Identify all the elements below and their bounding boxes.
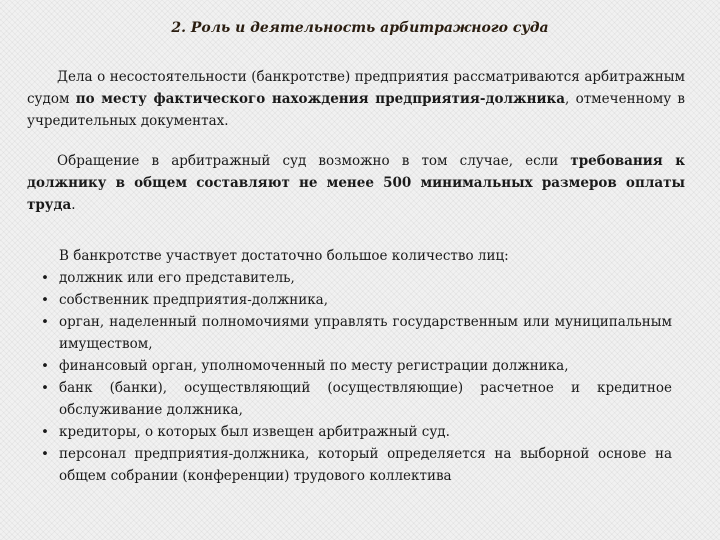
list-item-text: орган, наделенный полномочиями управлять государственным или муниципальным имуществом, bbox=[59, 314, 672, 352]
participants-intro: В банкротстве участвует достаточно большое количество лиц: bbox=[59, 248, 509, 264]
list-item-text: персонал предприятия-должника, который определяется на выборной основе на общем собрании (конференции) трудового коллектива bbox=[59, 446, 672, 484]
bullet-icon: • bbox=[41, 358, 49, 374]
paragraph-jurisdiction bbox=[27, 66, 685, 132]
paragraph-filing-condition bbox=[27, 150, 685, 216]
bullet-icon: • bbox=[41, 424, 49, 440]
list-item bbox=[27, 267, 672, 289]
paragraph-filing-bold: требования к должнику в общем составляют не менее 500 минимальных размеров оплаты труда bbox=[27, 153, 685, 213]
paragraph-jurisdiction-ending: , отмеченному в учредительных документах. bbox=[27, 91, 685, 129]
list-item-text: собственник предприятия-должника, bbox=[59, 292, 329, 308]
list-item-text: финансовый орган, уполномоченный по месту регистрации должника, bbox=[59, 358, 569, 374]
paragraph-filing-ending: . bbox=[71, 197, 76, 213]
list-item-text: должник или его представитель, bbox=[59, 270, 295, 286]
bullet-icon: • bbox=[41, 292, 49, 308]
bullet-icon: • bbox=[41, 380, 49, 396]
list-item-text: кредиторы, о которых был извещен арбитражный суд. bbox=[59, 424, 450, 440]
paragraph-filing-text: Обращение в арбитражный суд возможно в том случае, если bbox=[57, 153, 571, 169]
list-item bbox=[27, 355, 672, 377]
paragraph-jurisdiction-bold: по месту фактического нахождения предприятия-должника bbox=[75, 91, 566, 107]
participants-section bbox=[27, 245, 672, 487]
list-item bbox=[27, 443, 672, 487]
list-item bbox=[27, 311, 672, 355]
list-item bbox=[27, 289, 672, 311]
list-item bbox=[27, 377, 672, 421]
bullet-icon: • bbox=[41, 314, 49, 330]
list-item-text: банк (банки), осуществляющий (осуществляющие) расчетное и кредитное обслуживание должника, bbox=[59, 380, 672, 418]
participants-list bbox=[27, 267, 672, 487]
bullet-icon: • bbox=[41, 446, 49, 462]
slide-title: 2. Роль и деятельность арбитражного суда bbox=[171, 20, 549, 36]
paragraph-jurisdiction-text: Дела о несостоятельности (банкротстве) предприятия рассматриваются арбитражным судом bbox=[27, 69, 685, 107]
bullet-icon: • bbox=[41, 270, 49, 286]
list-item bbox=[27, 421, 672, 443]
